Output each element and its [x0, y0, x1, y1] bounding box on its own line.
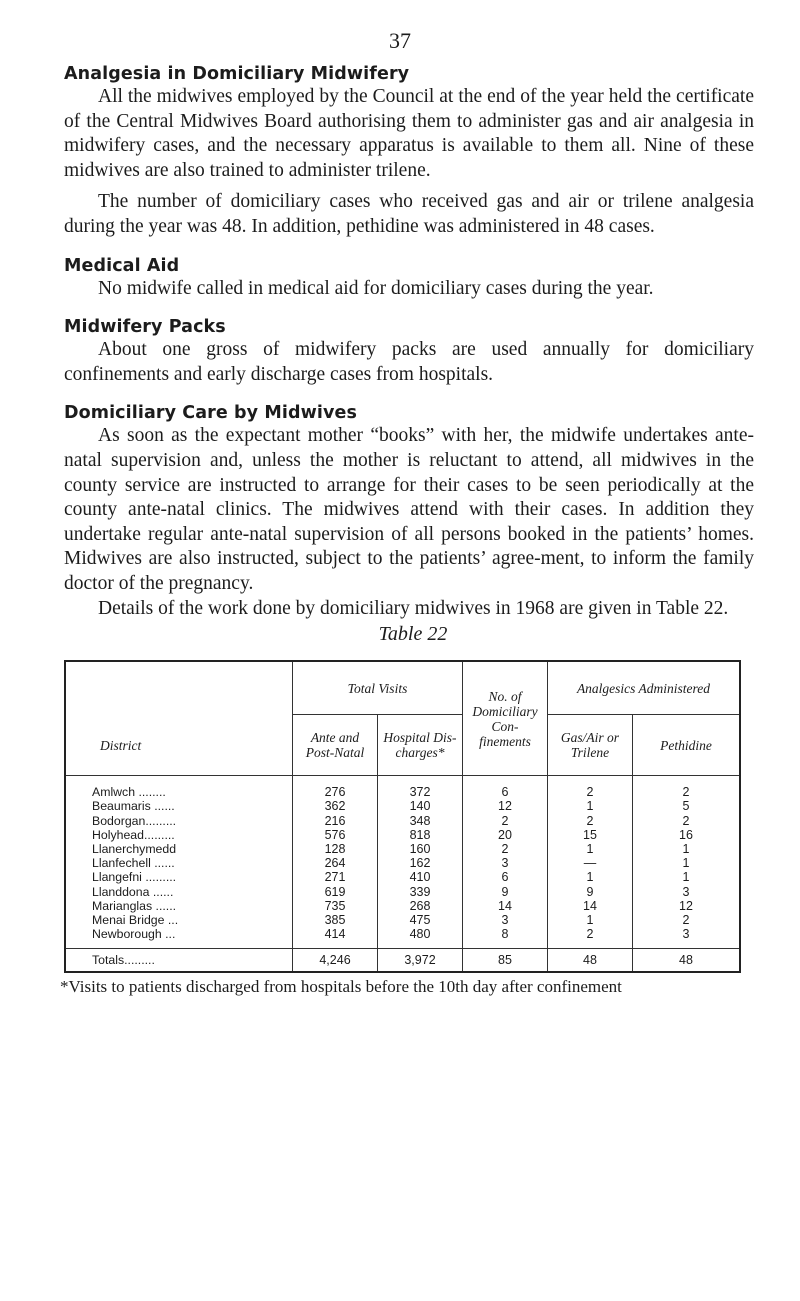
table-22: [64, 660, 741, 973]
cell-ante-natal: 216: [293, 814, 378, 828]
cell-hospital: 268: [378, 899, 463, 913]
heading-domiciliary-care: Domiciliary Care by Midwives: [64, 403, 357, 424]
totals-hospital: 3,972: [378, 949, 463, 973]
cell-ante-natal: 576: [293, 828, 378, 842]
cell-hospital: 162: [378, 856, 463, 870]
paragraph-midwifery-packs: About one gross of midwifery packs are used annually for domiciliary confinements and early discharge cases from hospitals.: [64, 339, 754, 385]
cell-district: Amlwch ........: [65, 776, 293, 800]
cell-ante-natal: 128: [293, 842, 378, 856]
header-hospital-discharges: Hospital Dis-charges*: [378, 715, 463, 776]
cell-gas-air: 14: [548, 899, 633, 913]
paragraph-domiciliary-care-1: As soon as the expectant mother “books” with her, the midwife undertakes ante-natal supervision and, unless the mother is reluctant to attend, all midwives in the county service are instructed to arrange for their cases to be seen periodically at the county ante-natal clinics. The midwives attend with their cases. In addition they undertake regular ante-natal supervision of all persons booked in the patients’ homes. Midwives are also instructed, subject to the patients’ agree-ment, to inform the family doctor of the pregnancy.: [64, 425, 754, 594]
table-row: [65, 870, 740, 884]
cell-district: Llangefni .........: [65, 870, 293, 884]
cell-gas-air: 15: [548, 828, 633, 842]
cell-district: Beaumaris ......: [65, 799, 293, 813]
cell-district: Menai Bridge ...: [65, 913, 293, 927]
cell-confinements: 6: [463, 776, 548, 800]
cell-gas-air: 1: [548, 870, 633, 884]
cell-district: Marianglas ......: [65, 899, 293, 913]
cell-confinements: 2: [463, 842, 548, 856]
cell-gas-air: 1: [548, 913, 633, 927]
table-row: [65, 776, 740, 800]
cell-gas-air: 1: [548, 799, 633, 813]
cell-gas-air: 2: [548, 776, 633, 800]
cell-hospital: 410: [378, 870, 463, 884]
cell-district: Llanerchymedd: [65, 842, 293, 856]
cell-pethidine: 12: [633, 899, 741, 913]
cell-hospital: 818: [378, 828, 463, 842]
table-row: [65, 927, 740, 949]
cell-gas-air: 2: [548, 927, 633, 949]
header-ante-natal: Ante and Post-Natal: [293, 715, 378, 776]
cell-pethidine: 2: [633, 814, 741, 828]
cell-pethidine: 1: [633, 856, 741, 870]
cell-district: Llanfechell ......: [65, 856, 293, 870]
table-row: [65, 799, 740, 813]
table-row: [65, 885, 740, 899]
header-pethidine: Pethidine: [633, 715, 741, 776]
totals-ante-natal: 4,246: [293, 949, 378, 973]
cell-confinements: 14: [463, 899, 548, 913]
cell-pethidine: 3: [633, 927, 741, 949]
cell-pethidine: 3: [633, 885, 741, 899]
table-body: [65, 776, 740, 949]
cell-pethidine: 2: [633, 913, 741, 927]
totals-gas-air: 48: [548, 949, 633, 973]
cell-ante-natal: 276: [293, 776, 378, 800]
totals-row: [65, 949, 740, 973]
cell-pethidine: 1: [633, 870, 741, 884]
cell-ante-natal: 385: [293, 913, 378, 927]
page-body: [60, 64, 754, 997]
cell-gas-air: —: [548, 856, 633, 870]
table-row: [65, 856, 740, 870]
cell-district: Newborough ...: [65, 927, 293, 949]
table-caption: Table 22: [378, 623, 448, 646]
header-analgesics: Analgesics Administered: [548, 661, 741, 715]
cell-ante-natal: 362: [293, 799, 378, 813]
page-number: 37: [389, 28, 411, 53]
cell-confinements: 3: [463, 856, 548, 870]
cell-gas-air: 2: [548, 814, 633, 828]
cell-ante-natal: 414: [293, 927, 378, 949]
table-row: [65, 842, 740, 856]
cell-hospital: 140: [378, 799, 463, 813]
cell-confinements: 8: [463, 927, 548, 949]
heading-medical-aid: Medical Aid: [64, 255, 180, 276]
table-row: [65, 828, 740, 842]
heading-analgesia: Analgesia in Domiciliary Midwifery: [64, 64, 410, 84]
paragraph-analgesia-1: All the midwives employed by the Council at the end of the year held the certificate of the Central Midwives Board authorising them to administer gas and air analgesia in midwifery cases, and the necessary apparatus is available to them all. Nine of these midwives are also trained to administer trilene.: [64, 86, 754, 181]
totals-pethidine: 48: [633, 949, 741, 973]
cell-hospital: 475: [378, 913, 463, 927]
table-row: [65, 899, 740, 913]
totals-label: Totals.........: [65, 949, 293, 973]
paragraph-analgesia-2: The number of domiciliary cases who received gas and air or trilene analgesia during the year was 48. In addition, pethidine was administered in 48 cases.: [64, 191, 754, 237]
cell-pethidine: 16: [633, 828, 741, 842]
table-row: [65, 814, 740, 828]
cell-confinements: 3: [463, 913, 548, 927]
cell-ante-natal: 271: [293, 870, 378, 884]
paragraph-domiciliary-care-2: Details of the work done by domiciliary midwives in 1968 are given in Table 22.: [98, 597, 729, 619]
cell-confinements: 12: [463, 799, 548, 813]
cell-hospital: 372: [378, 776, 463, 800]
cell-hospital: 339: [378, 885, 463, 899]
cell-pethidine: 2: [633, 776, 741, 800]
cell-confinements: 2: [463, 814, 548, 828]
cell-hospital: 348: [378, 814, 463, 828]
header-district: District: [65, 661, 293, 776]
cell-district: Bodorgan.........: [65, 814, 293, 828]
header-total-visits: Total Visits: [293, 661, 463, 715]
cell-gas-air: 1: [548, 842, 633, 856]
cell-ante-natal: 619: [293, 885, 378, 899]
cell-confinements: 6: [463, 870, 548, 884]
header-gas-air-trilene: Gas/Air or Trilene: [548, 715, 633, 776]
cell-hospital: 160: [378, 842, 463, 856]
table-footnote: *Visits to patients discharged from hospitals before the 10th day after confinement: [60, 977, 622, 997]
cell-confinements: 20: [463, 828, 548, 842]
paragraph-medical-aid: No midwife called in medical aid for domiciliary cases during the year.: [98, 277, 654, 299]
cell-gas-air: 9: [548, 885, 633, 899]
cell-pethidine: 1: [633, 842, 741, 856]
cell-confinements: 9: [463, 885, 548, 899]
heading-midwifery-packs: Midwifery Packs: [64, 317, 226, 338]
header-confinements: No. of Domiciliary Con-finements: [463, 661, 548, 776]
cell-district: Holyhead.........: [65, 828, 293, 842]
cell-pethidine: 5: [633, 799, 741, 813]
totals-confinements: 85: [463, 949, 548, 973]
cell-ante-natal: 735: [293, 899, 378, 913]
table-row: [65, 913, 740, 927]
cell-district: Llanddona ......: [65, 885, 293, 899]
cell-hospital: 480: [378, 927, 463, 949]
cell-ante-natal: 264: [293, 856, 378, 870]
